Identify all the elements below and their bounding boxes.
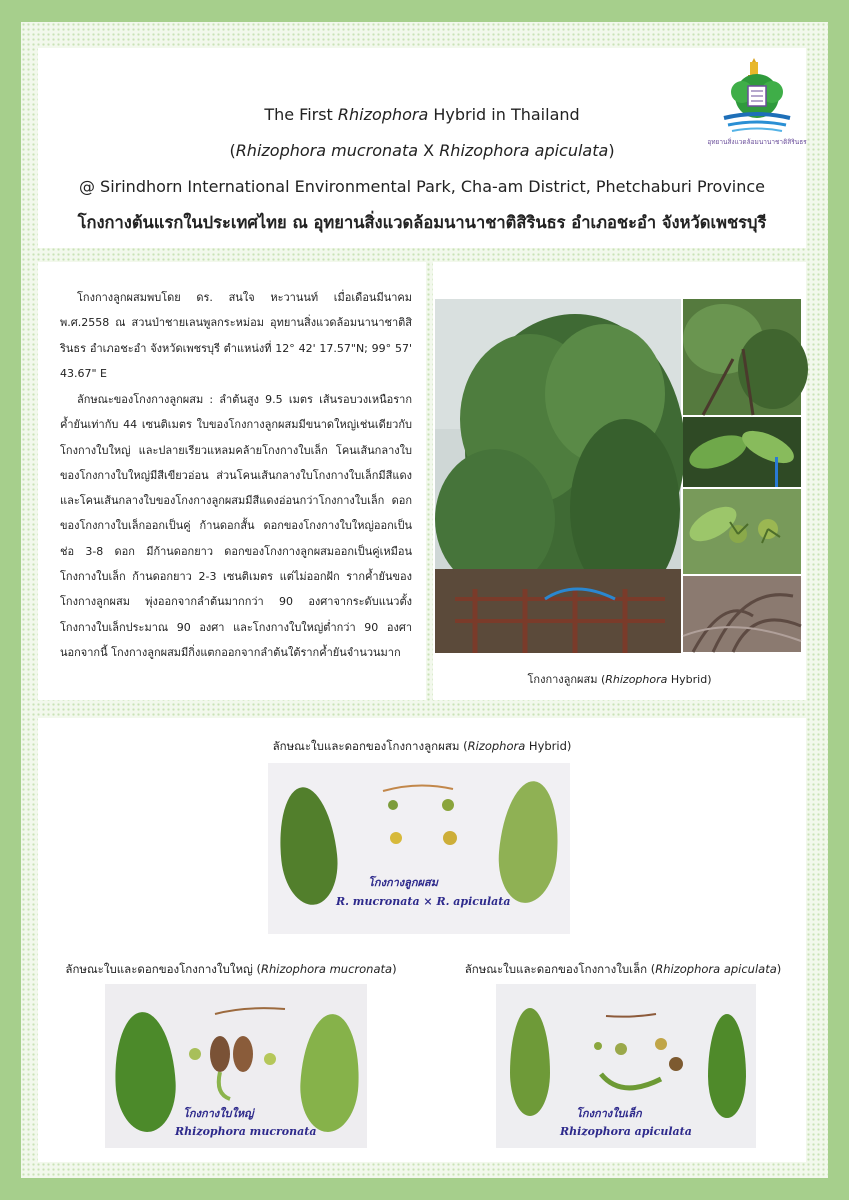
hybrid-leaf-right (495, 779, 563, 906)
mucronata-specimen-photo (105, 984, 367, 1148)
apiculata-heading: ลักษณะใบและดอกของโกงกางใบเล็ก (Rhizophora apiculata) (464, 962, 782, 976)
mucronata-leaf-left (112, 1011, 178, 1134)
leaves-photo (683, 417, 801, 487)
mucronata-flowers (175, 994, 300, 1104)
apiculata-flowers (576, 1004, 696, 1104)
photo-panel (433, 262, 806, 700)
hybrid-tree-photo (435, 299, 681, 653)
hybrid-heading: ลักษณะใบและดอกของโกงกางลูกผสม (Rizophora Hybrid) (272, 739, 572, 753)
description-panel (38, 262, 426, 700)
title-species: (Rhizophora mucronata X Rhizophora apiculata) (229, 141, 615, 160)
svg-text:อุทยานสิ่งแวดล้อมนานาชาติสิริน: อุทยานสิ่งแวดล้อมนานาชาติสิรินธร (707, 138, 807, 146)
apiculata-handwritten-thai: โกงกางใบเล็ก (576, 1107, 642, 1120)
title-english: The First Rhizophora Hybrid in Thailand (264, 105, 580, 124)
apiculata-leaf-left (510, 1008, 550, 1116)
apiculata-specimen-photo (496, 984, 756, 1148)
hybrid-flowers (368, 773, 478, 863)
leaves-flowers-panel (38, 718, 806, 1162)
title-thai: โกงกางต้นแรกในประเทศไทย ณ อุทยานสิ่งแวดล้อมนานาชาติสิรินธร อำเภอชะอำ จังหวัดเพชรบุรี (77, 213, 767, 232)
flowers-photo (683, 489, 801, 574)
hybrid-leaf-left (274, 784, 342, 907)
discovery-paragraph: โกงกางลูกผสมพบโดย ดร. สนใจ หะวานนท์ เมื่อเดือนมีนาคม พ.ศ.2558 ณ สวนป่าชายเลนพูลกระหม่อม อุทยานสิ่งแวดล้อมนานาชาติสิรินธร อำเภอชะอำ จังหวัดเพชรบุรี ตำแหน่งที่ 12° 42' 17.57"N; 99° 57' 43.67" E (60, 291, 412, 380)
characteristics-paragraph: ลักษณะของโกงกางลูกผสม : ลำต้นสูง 9.5 เมตร เส้นรอบวงเหนือรากค้ำยันเท่ากับ 44 เซนติเมตร ใบของโกงกางลูกผสมมีขนาดใหญ่เช่นเดียวกับโกงกางใบใหญ่ และปลายเรียวแหลมคล้ายโกงกางใบเล็ก โคนเส้นกลางใบของโกงกางใบใหญ่มีสีเขียวอ่อน ส่วนโคนเส้นกลางใบโกงกางใบเล็กมีสีแดง และโคนเส้นกลางใบของโกงกางลูกผสมมีสีแดงอ่อนกว่าโกงกางใบเล็ก ดอกของโกงกางใบเล็กออกเป็นคู่ ก้านดอกสั้น ดอกของโกงกางใบใหญ่ออกเป็นช่อ 3-8 ดอก มีก้านดอกยาว ดอกของโกงกางลูกผสมออกเป็นคู่เหมือนโกงกางใบเล็ก ก้านดอกยาว 2-3 เซนติเมตร แต่ไม่ออกฝัก รากค้ำยันของโกงกางลูกผสม พุ่งออกจากลำต้นมากกว่า 90 องศาจากระดับแนวตั้ง โกงกางใบเล็กประมาณ 90 องศา และโกงกางใบใหญ่ต่ำกว่า 90 องศา นอกจากนี้ โกงกางลูกผสมมีกิ่งแตกออกจากลำต้นใต้รากค้ำยันจำนวนมาก (60, 393, 412, 659)
park-logo (707, 58, 807, 158)
hybrid-handwritten-thai: โกงกางลูกผสม (368, 876, 438, 889)
mucronata-leaf-right (298, 1013, 362, 1134)
hybrid-specimen-photo (268, 763, 570, 934)
title-panel (38, 48, 806, 248)
photo-caption: โกงกางลูกผสม (Rhizophora Hybrid) (527, 673, 712, 686)
hybrid-handwritten-latin: R. mucronata × R. apiculata (336, 895, 511, 908)
mucronata-heading: ลักษณะใบและดอกของโกงกางใบใหญ่ (Rhizophora mucronata) (65, 962, 397, 976)
apiculata-leaf-right (708, 1014, 746, 1118)
prop-roots-photo (683, 576, 801, 652)
apiculata-handwritten-latin: Rhizophora apiculata (560, 1125, 692, 1138)
canopy-photo (683, 299, 801, 415)
title-location: @ Sirindhorn International Environmental Park, Cha-am District, Phetchaburi Province (78, 177, 766, 196)
mucronata-handwritten-latin: Rhizophora mucronata (175, 1125, 317, 1138)
mucronata-handwritten-thai: โกงกางใบใหญ่ (183, 1107, 254, 1120)
